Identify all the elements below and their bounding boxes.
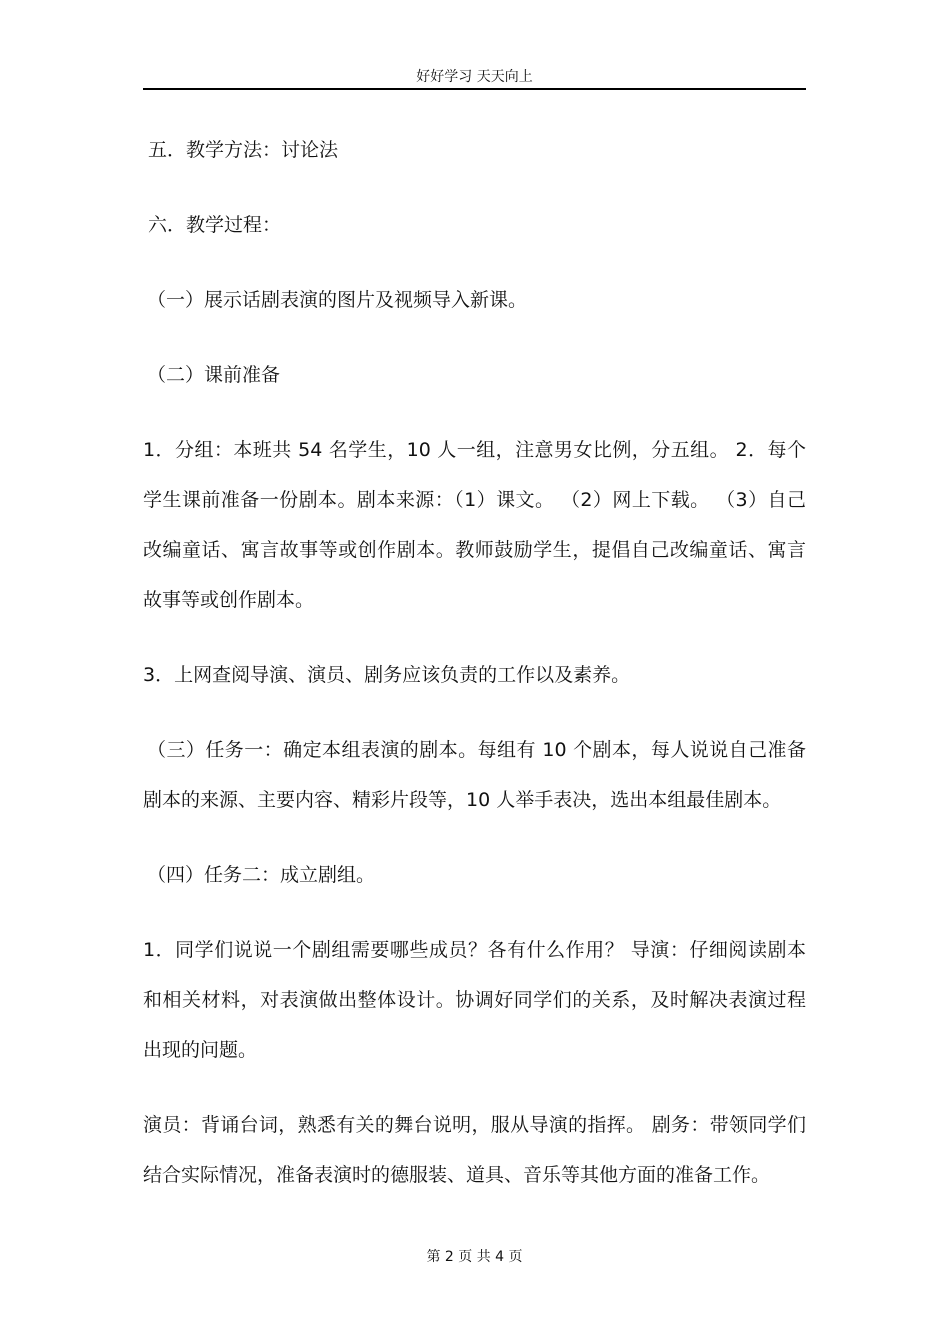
document-body [143, 125, 806, 1200]
paragraph-section-two: （二）课前准备 [147, 364, 281, 386]
paragraph-grouping: 1．分组：本班共 54 名学生，10 人一组，注意男女比例，分五组。 2．每个学生课前准备一份剧本。剧本来源：（1）课文。 （2）网上下载。 （3）自己改编童话、寓言故事等或创作剧本。教师鼓励学生，提倡自己改编童话、寓言故事等或创作剧本。 [143, 439, 806, 611]
paragraph-spacer [143, 825, 806, 850]
paragraph-task-two: （四）任务二：成立剧组。 [147, 864, 376, 886]
paragraph-task-one: （三）任务一：确定本组表演的剧本。每组有 10 个剧本，每人说说自己准备剧本的来源、主要内容、精彩片段等，10 人举手表决，选出本组最佳剧本。 [143, 739, 806, 811]
paragraph-spacer [143, 250, 806, 275]
paragraph-research: 3．上网查阅导演、演员、剧务应该负责的工作以及素养。 [143, 664, 631, 686]
paragraph-spacer [143, 900, 806, 925]
paragraph-section-one: （一）展示话剧表演的图片及视频导入新课。 [147, 289, 528, 311]
page-number-footer: 第 2 页 共 4 页 [426, 1249, 523, 1265]
paragraph-spacer [143, 700, 806, 725]
paragraph-spacer [143, 400, 806, 425]
paragraph-spacer [143, 1075, 806, 1100]
paragraph-crew-members: 1．同学们说说一个剧组需要哪些成员？各有什么作用？ 导演：仔细阅读剧本和相关材料，对表演做出整体设计。协调好同学们的关系，及时解决表演过程出现的问题。 [143, 939, 806, 1061]
paragraph-spacer [143, 325, 806, 350]
paragraph-spacer [143, 175, 806, 200]
paragraph-spacer [143, 625, 806, 650]
paragraph-teaching-method: 五．教学方法：讨论法 [148, 139, 339, 161]
paragraph-teaching-process: 六．教学过程： [148, 214, 282, 236]
paragraph-actors-and-stagehands: 演员：背诵台词，熟悉有关的舞台说明，服从导演的指挥。 剧务：带领同学们结合实际情况，准备表演时的德服装、道具、音乐等其他方面的准备工作。 [143, 1114, 806, 1186]
header-divider [143, 88, 806, 90]
page-header: 好好学习 天天向上 [416, 69, 533, 85]
